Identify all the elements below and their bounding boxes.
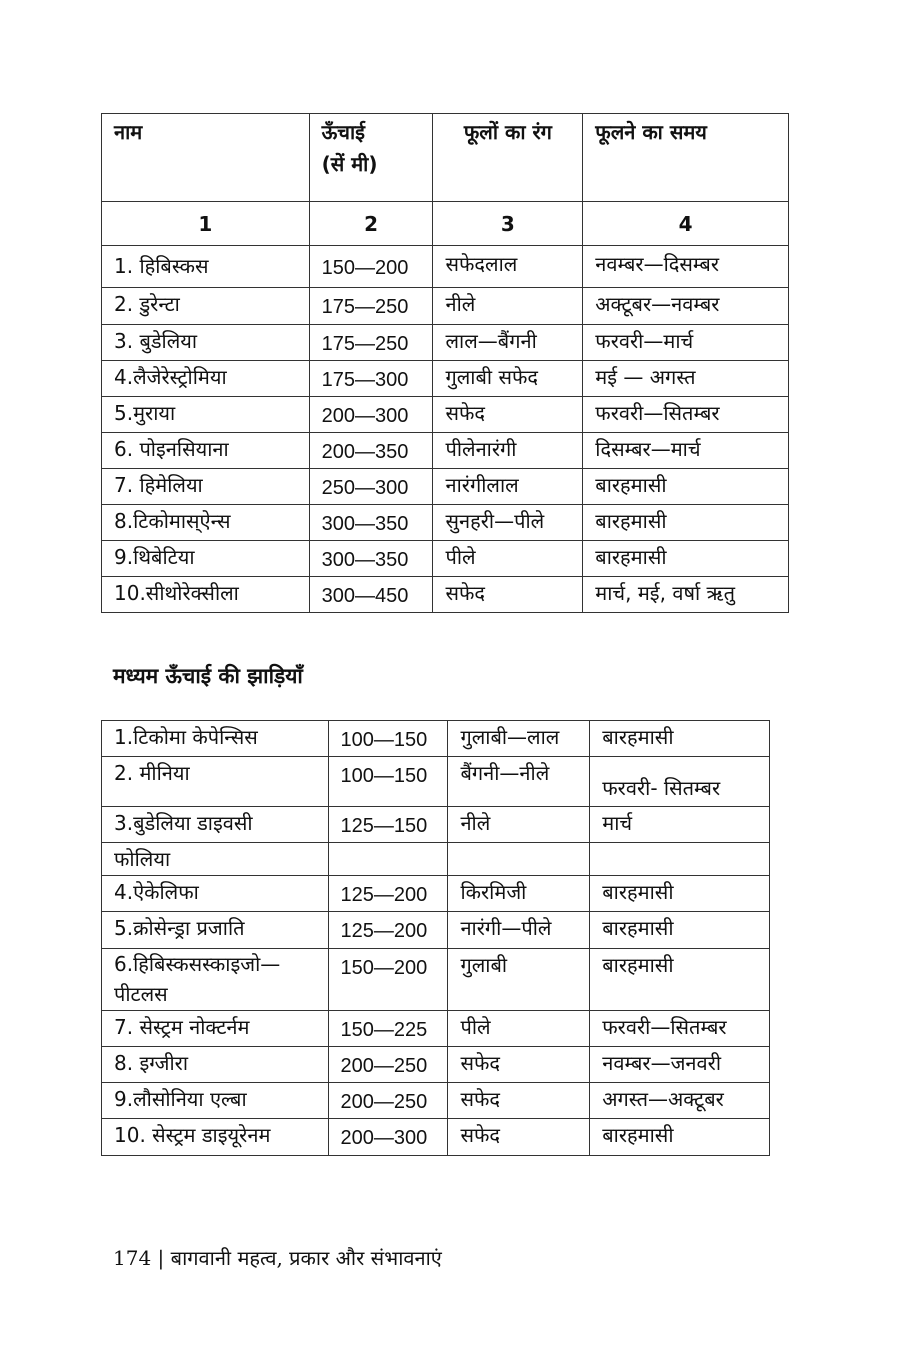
header-flower-color: फूलों का रंग	[433, 114, 583, 202]
flower-color: सुनहरी—पीले	[433, 505, 583, 541]
table-row	[102, 1119, 770, 1156]
plant-name: 9.लौसोनिया एल्बा	[102, 1083, 329, 1119]
flowering-time: फरवरी—मार्च	[583, 325, 789, 361]
plant-height: 150—200	[309, 246, 433, 288]
plant-height: 150—225	[328, 1011, 448, 1047]
flowering-time: बारहमासी	[583, 469, 789, 505]
table-row	[102, 577, 789, 613]
tall-shrubs-table	[101, 113, 789, 613]
flower-color: सफेद	[448, 1083, 590, 1119]
plant-name: 2. मीनिया	[102, 757, 329, 807]
plant-name: 4.ऐकेलिफा	[102, 876, 329, 912]
flower-color: सफेदलाल	[433, 246, 583, 288]
table-row	[102, 469, 789, 505]
plant-height: 300—350	[309, 505, 433, 541]
flower-color: सफेद	[433, 397, 583, 433]
flower-color: गुलाबी सफेद	[433, 361, 583, 397]
book-title: बागवानी महत्व, प्रकार और संभावनाएं	[170, 1246, 442, 1270]
plant-name: 4.लैजेरेस्ट्रोमिया	[102, 361, 310, 397]
plant-name: 3.बुडेलिया डाइवसी	[102, 807, 329, 843]
flower-color: नारंगी—पीले	[448, 912, 590, 949]
plant-height: 175—300	[309, 361, 433, 397]
flowering-time: दिसम्बर—मार्च	[583, 433, 789, 469]
plant-height: 175—250	[309, 325, 433, 361]
table-row	[102, 721, 770, 757]
plant-name: 2. डुरेन्टा	[102, 288, 310, 325]
flowering-time: अक्टूबर—नवम्बर	[583, 288, 789, 325]
flower-color: गुलाबी	[448, 949, 590, 1011]
flowering-time: मार्च, मई, वर्षा ऋतु	[583, 577, 789, 613]
table-row	[102, 1011, 770, 1047]
flowering-time: बारहमासी	[590, 949, 770, 1011]
plant-height: 250—300	[309, 469, 433, 505]
flowering-time: फरवरी—सितम्बर	[583, 397, 789, 433]
flower-color: पीलेनारंगी	[433, 433, 583, 469]
flowering-time: अगस्त—अक्टूबर	[590, 1083, 770, 1119]
plant-height: 300—450	[309, 577, 433, 613]
table-row	[102, 361, 789, 397]
plant-name: 8. इग्जीरा	[102, 1047, 329, 1083]
flowering-time: बारहमासी	[590, 912, 770, 949]
plant-name: 7. सेस्ट्रम नोक्टर्नम	[102, 1011, 329, 1047]
plant-name: 1.टिकोमा केपेन्सिस	[102, 721, 329, 757]
flower-color: नीले	[433, 288, 583, 325]
flower-color	[448, 843, 590, 876]
plant-name: 10. सेस्ट्रम डाइयूरेनम	[102, 1119, 329, 1156]
plant-height: 150—200	[328, 949, 448, 1011]
plant-height: 100—150	[328, 757, 448, 807]
column-number: 3	[433, 202, 583, 246]
flowering-time: मई — अगस्त	[583, 361, 789, 397]
header-flowering-time: फूलने का समय	[583, 114, 789, 202]
plant-height: 125—200	[328, 876, 448, 912]
flower-color: लाल—बैंगनी	[433, 325, 583, 361]
flower-color: नारंगीलाल	[433, 469, 583, 505]
flowering-time: बारहमासी	[583, 505, 789, 541]
footer-separator: |	[157, 1246, 165, 1270]
table-row	[102, 1083, 770, 1119]
flowering-time: मार्च	[590, 807, 770, 843]
plant-name: 1. हिबिस्कस	[102, 246, 310, 288]
plant-height: 125—200	[328, 912, 448, 949]
medium-shrubs-table	[101, 720, 770, 1156]
flowering-time	[590, 843, 770, 876]
plant-name: 5.मुराया	[102, 397, 310, 433]
flowering-time: नवम्बर—जनवरी	[590, 1047, 770, 1083]
flowering-time: बारहमासी	[590, 721, 770, 757]
plant-height: 175—250	[309, 288, 433, 325]
plant-height: 200—350	[309, 433, 433, 469]
flower-color: पीले	[448, 1011, 590, 1047]
table-row	[102, 325, 789, 361]
column-number-row	[102, 202, 789, 246]
table-row	[102, 541, 789, 577]
column-number: 4	[583, 202, 789, 246]
flower-color: सफेद	[433, 577, 583, 613]
plant-name: 8.टिकोमास्‌ऐन्स	[102, 505, 310, 541]
flowering-time: फरवरी—सितम्बर	[590, 1011, 770, 1047]
table-row	[102, 397, 789, 433]
plant-name: 6.हिबिस्कसस्काइजो—पीटलस	[102, 949, 329, 1011]
plant-name: फोलिया	[102, 843, 329, 876]
table-row	[102, 1047, 770, 1083]
plant-height: 200—300	[309, 397, 433, 433]
table-row	[102, 246, 789, 288]
flower-color: किरमिजी	[448, 876, 590, 912]
plant-height: 300—350	[309, 541, 433, 577]
flower-color: नीले	[448, 807, 590, 843]
table-row	[102, 949, 770, 1011]
plant-height: 200—250	[328, 1047, 448, 1083]
plant-height: 125—150	[328, 807, 448, 843]
plant-name: 9.थिबेटिया	[102, 541, 310, 577]
table-row	[102, 876, 770, 912]
flowering-time: फरवरी- सितम्बर	[590, 757, 770, 807]
flower-color: सफेद	[448, 1119, 590, 1156]
header-name: नाम	[102, 114, 310, 202]
flowering-time: बारहमासी	[590, 876, 770, 912]
plant-height	[328, 843, 448, 876]
flowering-time: नवम्बर—दिसम्बर	[583, 246, 789, 288]
flower-color: गुलाबी—लाल	[448, 721, 590, 757]
page-number: 174	[113, 1246, 152, 1270]
header-height: ऊँचाई (सें मी)	[309, 114, 433, 202]
table-row	[102, 757, 770, 807]
column-number: 1	[102, 202, 310, 246]
plant-name: 7. हिमेलिया	[102, 469, 310, 505]
flowering-time: बारहमासी	[590, 1119, 770, 1156]
table-row	[102, 807, 770, 843]
plant-height: 200—250	[328, 1083, 448, 1119]
section-heading: मध्यम ऊँचाई की झाड़ियाँ	[113, 664, 303, 688]
table-row	[102, 505, 789, 541]
table-row	[102, 912, 770, 949]
flower-color: सफेद	[448, 1047, 590, 1083]
plant-name: 5.क्रोसेन्ड्रा प्रजाति	[102, 912, 329, 949]
plant-height: 200—300	[328, 1119, 448, 1156]
table-row	[102, 288, 789, 325]
plant-name: 10.सीथोरेक्सीला	[102, 577, 310, 613]
flower-color: बैंगनी—नीले	[448, 757, 590, 807]
plant-name: 6. पोइनसियाना	[102, 433, 310, 469]
column-number: 2	[309, 202, 433, 246]
table-row	[102, 433, 789, 469]
plant-name: 3. बुडेलिया	[102, 325, 310, 361]
table-row	[102, 843, 770, 876]
page-footer	[113, 1244, 442, 1271]
flowering-time: बारहमासी	[583, 541, 789, 577]
plant-height: 100—150	[328, 721, 448, 757]
flower-color: पीले	[433, 541, 583, 577]
